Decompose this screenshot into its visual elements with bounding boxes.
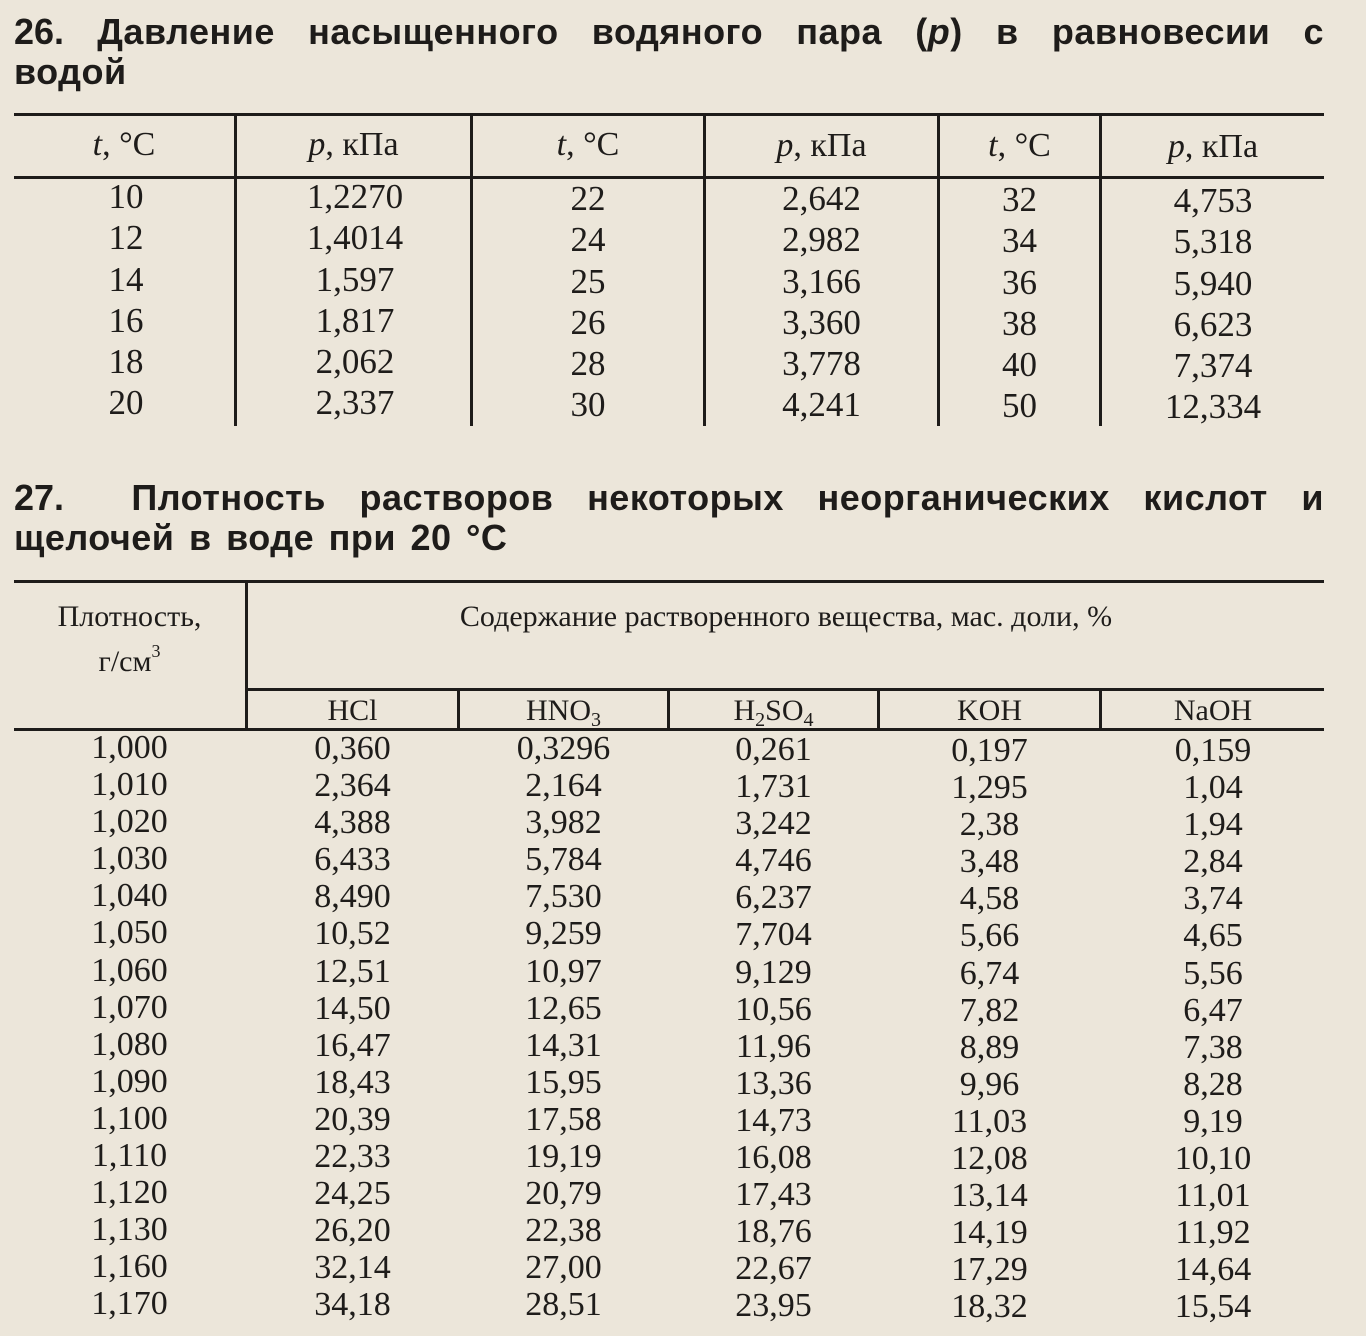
table-26-cell: 12,334 bbox=[1164, 387, 1262, 427]
table-27-cell: 22,67 bbox=[735, 1250, 812, 1288]
table-27-cell: 22,33 bbox=[314, 1138, 391, 1176]
table-26-cell: 1,817 bbox=[315, 300, 395, 340]
table-27-cell: 16,08 bbox=[735, 1139, 812, 1177]
table-26-cell: 32 bbox=[1002, 180, 1037, 219]
table-27-cell: 0,360 bbox=[314, 730, 391, 767]
table-27-cell: 18,32 bbox=[951, 1288, 1028, 1326]
table-27-cell: 19,19 bbox=[525, 1138, 602, 1176]
table-27-density-cell: 1,080 bbox=[91, 1025, 168, 1063]
table-27-cell: 12,65 bbox=[525, 989, 602, 1027]
table-27-header-hcl: HCl bbox=[327, 694, 378, 727]
table-27-column bbox=[880, 732, 1099, 1326]
table-26-cell: 14 bbox=[108, 259, 144, 299]
table-27-cell: 14,19 bbox=[951, 1214, 1028, 1252]
table-27-cell: 4,65 bbox=[1183, 917, 1243, 955]
table-27-cell: 17,43 bbox=[735, 1176, 812, 1214]
table-26-header-p-2: p, кПа bbox=[776, 127, 867, 164]
table-27-cell: 13,14 bbox=[951, 1177, 1028, 1215]
table-27-density-cell: 1,070 bbox=[91, 988, 168, 1026]
table-27-title-line2: щелочей в воде при 20 °C bbox=[14, 517, 508, 558]
table-27-top-rule bbox=[14, 580, 1324, 583]
table-27-column bbox=[460, 730, 667, 1324]
table-27-cell: 24,25 bbox=[314, 1175, 391, 1213]
table-26-cell: 3,166 bbox=[782, 261, 861, 301]
table-27-cell: 11,03 bbox=[951, 1102, 1028, 1140]
table-26-cell: 24 bbox=[570, 220, 606, 260]
table-27-cell: 20,79 bbox=[525, 1175, 602, 1213]
table-27-cell: 1,295 bbox=[951, 769, 1028, 807]
table-26-header-t-1: t, °C bbox=[92, 126, 156, 163]
table-27-cell: 26,20 bbox=[314, 1212, 391, 1250]
table-27-cell: 15,95 bbox=[525, 1063, 602, 1101]
table-27-density-cell: 1,100 bbox=[91, 1099, 168, 1137]
table-27-cell: 3,48 bbox=[959, 843, 1020, 881]
table-27-cell: 11,96 bbox=[735, 1027, 812, 1065]
table-27-header-koh: KOH bbox=[957, 694, 1022, 727]
table-27-cell: 14,73 bbox=[735, 1101, 812, 1139]
table-27-density-cell: 1,060 bbox=[91, 951, 168, 989]
table-27-cell: 4,388 bbox=[314, 804, 391, 842]
table-26-column bbox=[473, 178, 703, 426]
table-26-cell: 1,2270 bbox=[306, 177, 404, 216]
table-27-cell: 7,530 bbox=[525, 878, 602, 916]
table-27-density-cell: 1,050 bbox=[91, 914, 168, 952]
table-27-cell: 4,746 bbox=[735, 842, 812, 880]
table-27-cell: 9,129 bbox=[735, 953, 812, 991]
table-27-cell: 15,54 bbox=[1174, 1288, 1252, 1326]
table-27-number: 27. bbox=[14, 477, 65, 518]
table-27-cell: 10,56 bbox=[735, 990, 812, 1028]
table-26-cell: 28 bbox=[570, 344, 606, 384]
table-27-cell: 28,51 bbox=[525, 1286, 602, 1324]
table-27-cell: 16,47 bbox=[314, 1026, 391, 1064]
table-26-column bbox=[1102, 180, 1324, 428]
table-27-cell: 9,96 bbox=[959, 1065, 1020, 1103]
table-27-group-header: Содержание растворенного вещества, мас. доли, % bbox=[459, 600, 1113, 633]
table-26-cell: 40 bbox=[1002, 345, 1037, 385]
table-26-cell: 26 bbox=[570, 302, 606, 342]
table-26-cell: 4,241 bbox=[782, 385, 861, 425]
table-26-cell: 2,642 bbox=[782, 179, 861, 218]
table-27-cell: 10,52 bbox=[314, 915, 391, 953]
table-27-cell: 27,00 bbox=[525, 1249, 602, 1287]
table-27-group-rule bbox=[245, 688, 1324, 691]
table-27-cell: 7,38 bbox=[1183, 1028, 1243, 1066]
table-26-cell: 38 bbox=[1002, 303, 1037, 343]
table-27-density-cell: 1,110 bbox=[91, 1137, 168, 1175]
table-27-cell: 3,74 bbox=[1183, 880, 1243, 918]
table-27-density-cell: 1,160 bbox=[91, 1248, 168, 1286]
table-27-cell: 10,10 bbox=[1174, 1140, 1252, 1178]
table-27-density-cell: 1,120 bbox=[91, 1174, 168, 1212]
table-27-header-hno3: $HNO_3$ bbox=[526, 694, 601, 731]
table-27-cell: 34,18 bbox=[314, 1286, 391, 1324]
table-26-header-t-3: t, °C bbox=[988, 127, 1051, 164]
table-26-title-text-a: Давление насыщенного водяного пара ( bbox=[97, 11, 928, 52]
table-26-cell: 22 bbox=[570, 179, 606, 218]
table-26-cell: 4,753 bbox=[1173, 181, 1253, 220]
table-27-cell: 3,242 bbox=[735, 805, 812, 843]
table-27-cell: 17,58 bbox=[525, 1100, 602, 1138]
table-27-cell: 7,704 bbox=[735, 916, 812, 954]
table-27-density-cell: 1,130 bbox=[91, 1211, 168, 1249]
table-26-cell: 1,4014 bbox=[306, 218, 404, 258]
table-26-cell: 3,778 bbox=[782, 344, 861, 384]
table-27-column bbox=[1102, 732, 1324, 1326]
table-27-cell: 20,39 bbox=[314, 1100, 391, 1138]
table-26-title-text-b: ) в равновесии с bbox=[950, 11, 1324, 52]
table-27-cell: 12,51 bbox=[314, 952, 391, 990]
table-27-cell: 2,164 bbox=[525, 767, 602, 805]
table-26-column bbox=[940, 179, 1099, 427]
table-27-cell: 12,08 bbox=[951, 1140, 1028, 1178]
table-26-cell: 18 bbox=[108, 342, 144, 382]
table-27-column bbox=[248, 730, 457, 1324]
table-27-cell: 17,29 bbox=[951, 1251, 1028, 1289]
table-27-cell: 9,259 bbox=[525, 915, 602, 953]
table-26-title-line2: водой bbox=[14, 51, 127, 92]
table-27-cell: 10,97 bbox=[525, 952, 602, 990]
table-27-title-line1: Плотность растворов некоторых неорганических кислот и bbox=[131, 477, 1324, 518]
table-27-cell: 0,3296 bbox=[516, 730, 611, 767]
table-27-cell: 8,28 bbox=[1183, 1065, 1243, 1103]
table-26-cell: 3,360 bbox=[782, 302, 861, 342]
table-27-cell: 1,04 bbox=[1183, 769, 1243, 807]
table-27-cell: 8,89 bbox=[959, 1028, 1020, 1066]
table-26-top-rule bbox=[14, 113, 1324, 116]
table-26-cell: 5,318 bbox=[1173, 222, 1253, 262]
table-26-cell: 20 bbox=[108, 383, 144, 423]
table-26-header-p-3: p, кПа bbox=[1167, 128, 1259, 165]
table-26-cell: 7,374 bbox=[1173, 346, 1253, 386]
table-27-cell: 1,94 bbox=[1183, 806, 1243, 844]
table-27-header-h2so4: $H_2SO_4$ bbox=[733, 694, 814, 731]
table-27-cell: 4,58 bbox=[959, 880, 1020, 918]
table-27-density-cell: 1,020 bbox=[91, 803, 168, 841]
table-27-cell: 0,159 bbox=[1174, 732, 1252, 769]
table-26-cell: 12 bbox=[108, 218, 144, 258]
table-26-cell: 6,623 bbox=[1173, 304, 1253, 344]
table-27-cell: 2,38 bbox=[959, 806, 1020, 844]
table-26-cell: 2,982 bbox=[782, 220, 861, 260]
table-27-density-cell: 1,040 bbox=[91, 877, 168, 915]
table-27-density-cell: 1,030 bbox=[91, 840, 168, 878]
table-27-cell: 13,36 bbox=[735, 1064, 812, 1102]
table-27-cell: 18,76 bbox=[735, 1213, 812, 1251]
table-26-column bbox=[706, 178, 937, 426]
table-26-cell: 50 bbox=[1002, 386, 1037, 426]
table-26-cell: 30 bbox=[570, 385, 606, 425]
table-26-title bbox=[14, 12, 1324, 92]
table-27-density-cell: 1,010 bbox=[91, 766, 168, 804]
table-27-density-column bbox=[14, 729, 245, 1323]
table-27-cell: 23,95 bbox=[735, 1287, 812, 1325]
table-26-cell: 2,062 bbox=[315, 342, 395, 382]
table-27-header-naoh: NaOH bbox=[1173, 694, 1253, 727]
table-27-cell: 11,01 bbox=[1175, 1177, 1251, 1215]
table-27-cell: 14,31 bbox=[525, 1026, 602, 1064]
table-26-cell: 34 bbox=[1002, 221, 1037, 261]
table-26-title-symbol: p bbox=[927, 11, 951, 52]
table-26-column bbox=[14, 176, 238, 424]
table-26-cell: 36 bbox=[1002, 262, 1037, 302]
table-26-number: 26. bbox=[14, 11, 65, 52]
table-27-cell: 22,38 bbox=[525, 1212, 602, 1250]
table-27-density-cell: 1,000 bbox=[91, 729, 168, 766]
table-27-title bbox=[14, 478, 1324, 558]
table-27-cell: 0,261 bbox=[735, 731, 812, 768]
table-27-cell: 6,47 bbox=[1183, 991, 1243, 1029]
table-26-cell: 5,940 bbox=[1173, 263, 1253, 303]
table-26-cell: 2,337 bbox=[315, 383, 395, 423]
table-27-density-cell: 1,090 bbox=[91, 1062, 168, 1100]
table-27-density-cell: 1,170 bbox=[91, 1285, 168, 1323]
table-27-cell: 5,784 bbox=[525, 841, 602, 879]
table-27-density-header: Плотность, $г/см^3$ bbox=[57, 600, 202, 678]
table-27-cell: 1,731 bbox=[735, 768, 812, 806]
table-27-cell: 5,66 bbox=[959, 917, 1020, 955]
table-27-cell: 32,14 bbox=[314, 1249, 391, 1287]
table-26-cell: 1,597 bbox=[315, 259, 395, 299]
table-26-column bbox=[237, 176, 473, 424]
table-27-cell: 5,56 bbox=[1183, 954, 1243, 992]
table-27-column bbox=[670, 731, 877, 1325]
table-26-cell: 16 bbox=[108, 300, 144, 340]
table-27-cell: 18,43 bbox=[314, 1063, 391, 1101]
table-26-header-t-2: t, °C bbox=[556, 126, 620, 163]
table-27-cell: 2,84 bbox=[1183, 843, 1243, 881]
table-27-cell: 11,92 bbox=[1175, 1214, 1251, 1252]
table-27-cell: 6,433 bbox=[314, 841, 391, 879]
table-26-cell: 25 bbox=[570, 261, 606, 301]
table-27-cell: 14,64 bbox=[1174, 1251, 1252, 1289]
table-26-cell: 10 bbox=[108, 177, 144, 216]
table-26-header-p-1: p, кПа bbox=[308, 126, 399, 163]
table-27-cell: 9,19 bbox=[1183, 1102, 1243, 1140]
table-27-cell: 3,982 bbox=[525, 804, 602, 842]
table-27-cell: 14,50 bbox=[314, 989, 391, 1027]
table-27-cell: 6,237 bbox=[735, 879, 812, 917]
table-27-cell: 8,490 bbox=[314, 878, 391, 916]
table-27-cell: 0,197 bbox=[951, 732, 1028, 769]
table-27-cell: 7,82 bbox=[959, 991, 1020, 1029]
table-27-cell: 6,74 bbox=[959, 954, 1020, 992]
table-27-cell: 2,364 bbox=[314, 767, 391, 805]
